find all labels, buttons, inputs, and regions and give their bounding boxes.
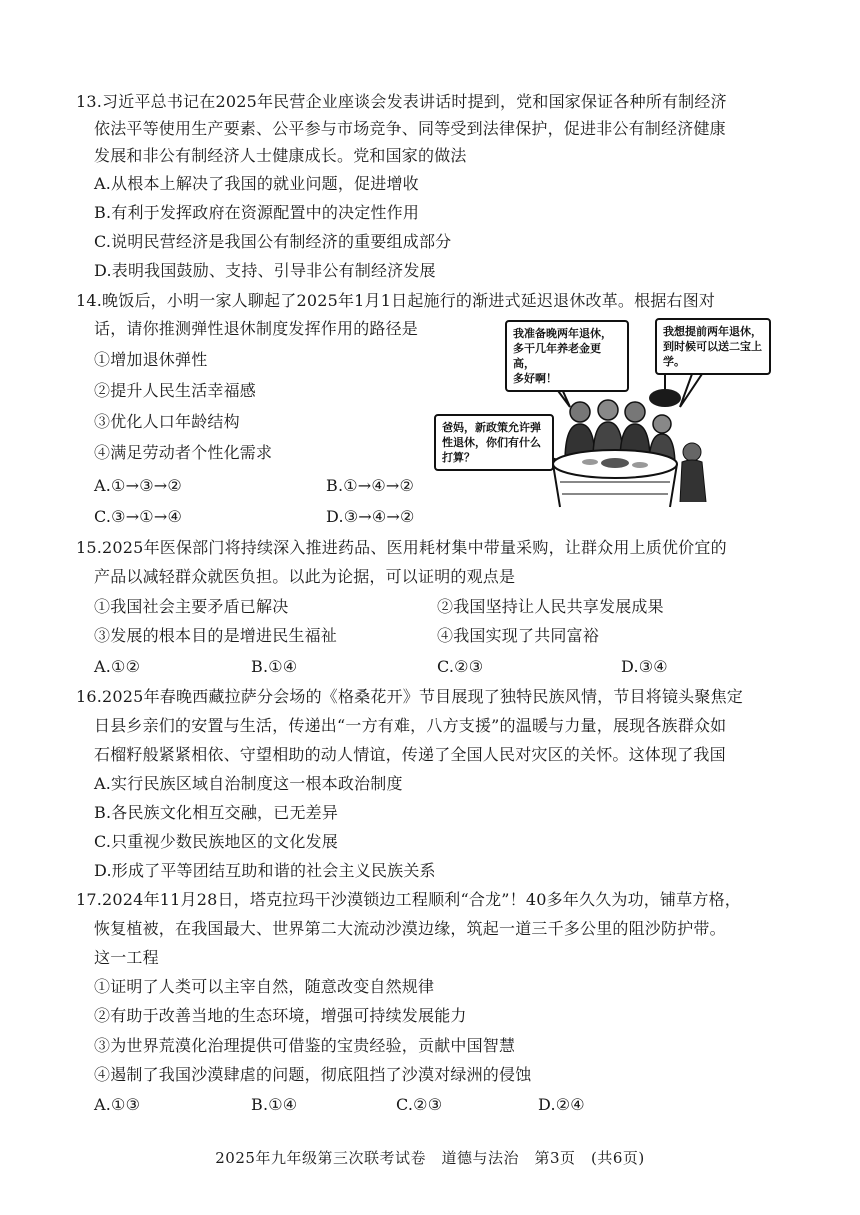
q13-stem-line: 13.习近平总书记在2025年民营企业座谈会发表讲话时提到，党和国家保证各种所有制经济 — [76, 92, 727, 111]
q14-option-c: C.③→①→④ — [94, 507, 183, 526]
q15-option-b: B.①④ — [251, 657, 298, 676]
q13-stem-line: 发展和非公有制经济人士健康成长。党和国家的做法 — [94, 146, 467, 165]
q16-option-c: C.只重视少数民族地区的文化发展 — [94, 832, 338, 851]
q15-item-1: ①我国社会主要矛盾已解决 — [94, 597, 289, 616]
q16-option-d: D.形成了平等团结互助和谐的社会主义民族关系 — [94, 861, 436, 880]
q17-stem-line: 17.2024年11月28日，塔克拉玛干沙漠锁边工程顺利“合龙”！40多年久久为功，铺草方格， — [76, 890, 742, 909]
q17-option-c: C.②③ — [396, 1095, 443, 1114]
q14-option-a: A.①→③→② — [94, 476, 182, 495]
q13-stem-line: 依法平等使用生产要素、公平参与市场竞争、同等受到法律保护，促进非公有制经济健康 — [94, 119, 726, 138]
q17-option-a: A.①③ — [94, 1095, 141, 1114]
q16-stem-line: 石榴籽般紧紧相依、守望相助的动人情谊，传递了全国人民对灾区的关怀。这体现了我国 — [94, 745, 726, 764]
speech-bubble-mother: 我想提前两年退休， 到时候可以送二宝上 学。 — [655, 318, 771, 375]
q16-option-a: A.实行民族区域自治制度这一根本政治制度 — [94, 774, 403, 793]
q16-stem-line: 日县乡亲们的安置与生活，传递出“一方有难，八方支援”的温暖与力量，展现各族群众如 — [94, 716, 727, 735]
person-head — [653, 415, 671, 433]
q14-stem-line: 14.晚饭后，小明一家人聊起了2025年1月1日起施行的渐进式延迟退休改革。根据右图对 — [76, 291, 716, 310]
q15-option-c: C.②③ — [437, 657, 484, 676]
q13-option-d: D.表明我国鼓励、支持、引导非公有制经济发展 — [94, 261, 436, 280]
q15-option-d: D.③④ — [621, 657, 668, 676]
bubble-tail — [680, 374, 702, 407]
dish-icon — [601, 458, 629, 468]
q17-stem-line: 恢复植被，在我国最大、世界第二大流动沙漠边缘，筑起一道三千多公里的阻沙防护带。 — [94, 919, 726, 938]
q14-option-b: B.①→④→② — [326, 476, 415, 495]
q15-option-a: A.①② — [94, 657, 141, 676]
q14-item-3: ③优化人口年龄结构 — [94, 412, 240, 431]
q14-item-4: ④满足劳动者个性化需求 — [94, 443, 273, 462]
dish-icon — [632, 462, 648, 468]
table-cloth-lines — [560, 482, 670, 494]
q16-option-b: B.各民族文化相互交融，已无差异 — [94, 803, 339, 822]
q17-option-b: B.①④ — [251, 1095, 298, 1114]
q14-item-1: ①增加退休弹性 — [94, 350, 208, 369]
dish-icon — [582, 459, 598, 465]
q15-item-3: ③发展的根本目的是增进民生福祉 — [94, 626, 338, 645]
q14-item-2: ②提升人民生活幸福感 — [94, 381, 257, 400]
q15-item-4: ④我国实现了共同富裕 — [437, 626, 600, 645]
lamp-icon — [649, 389, 681, 407]
q17-item-4: ④遏制了我国沙漠肆虐的问题，彻底阻挡了沙漠对绿洲的侵蚀 — [94, 1065, 532, 1084]
q14-stem-line: 话，请你推测弹性退休制度发挥作用的路径是 — [94, 319, 419, 338]
q14-option-d: D.③→④→② — [326, 507, 415, 526]
q17-item-1: ①证明了人类可以主宰自然，随意改变自然规律 — [94, 977, 435, 996]
q15-stem-line: 15.2025年医保部门将持续深入推进药品、医用耗材集中带量采购，让群众用上质优价宜的 — [76, 538, 727, 557]
q17-option-d: D.②④ — [538, 1095, 585, 1114]
family-dinner-cartoon — [430, 312, 790, 517]
q13-option-c: C.说明民营经济是我国公有制经济的重要组成部分 — [94, 232, 452, 251]
q13-option-b: B.有利于发挥政府在资源配置中的决定性作用 — [94, 203, 420, 222]
person-head — [570, 402, 590, 422]
q17-stem-line: 这一工程 — [94, 948, 159, 967]
speech-bubble-xiaoming: 爸妈，新政策允许弹 性退休，你们有什么 打算？ — [434, 414, 554, 471]
person-head — [625, 402, 645, 422]
q13-option-a: A.从根本上解决了我国的就业问题，促进增收 — [94, 174, 419, 193]
person-head — [598, 400, 618, 420]
q15-item-2: ②我国坚持让人民共享发展成果 — [437, 597, 664, 616]
person-head — [683, 443, 701, 461]
speech-bubble-grandparent: 我准备晚两年退休， 多干几年养老金更高， 多好啊！ — [505, 320, 629, 392]
q17-item-2: ②有助于改善当地的生态环境，增强可持续发展能力 — [94, 1006, 467, 1025]
q17-item-3: ③为世界荒漠化治理提供可借鉴的宝贵经验，贡献中国智慧 — [94, 1036, 516, 1055]
q16-stem-line: 16.2025年春晚西藏拉萨分会场的《格桑花开》节目展现了独特民族风情，节目将镜头聚焦定 — [76, 687, 743, 706]
person-body — [680, 460, 706, 502]
q15-stem-line: 产品以减轻群众就医负担。以此为论据，可以证明的观点是 — [94, 567, 516, 586]
page-footer: 2025年九年级第三次联考试卷 道德与法治 第3页 (共6页) — [215, 1149, 645, 1167]
